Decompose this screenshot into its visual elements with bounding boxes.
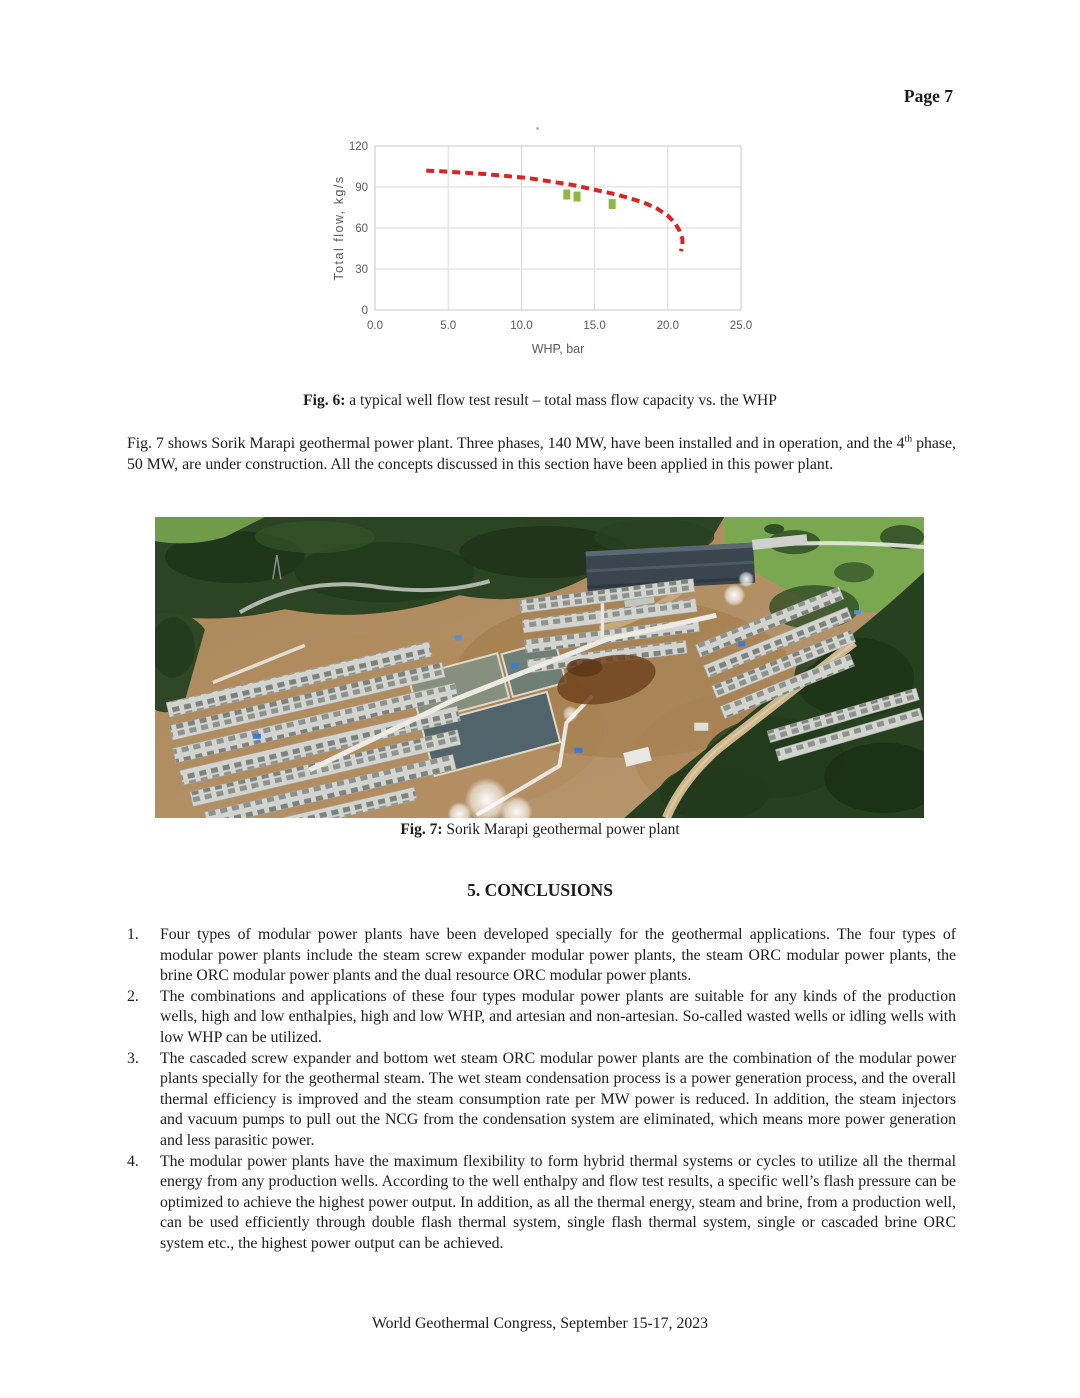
svg-text:0: 0: [361, 305, 368, 317]
svg-text:WHP, bar: WHP, bar: [531, 342, 585, 356]
conclusions-heading: 5. CONCLUSIONS: [467, 880, 613, 900]
svg-text:15.0: 15.0: [583, 320, 606, 332]
item-text: The modular power plants have the maximum flexibility to form hybrid thermal systems or cycles to utilize all the thermal energy from any production wells. According to the well enthalpy and flow test results, a specific well’s flash pressure can be optimized to achieve the highest power output. In addition, as all the thermal energy, steam and brine, from a production well, can be used efficiently through double flash thermal system, single flash thermal system, single or cascaded brine ORC system etc., the highest power output can be achieved.: [160, 1152, 956, 1252]
paragraph-text-cont: phase, 50 MW, are under construction. All the concepts discussed in this section have been applied in this power plant.: [127, 435, 956, 473]
aerial-photo-illustration: [155, 517, 924, 818]
item-number: 1.: [127, 926, 139, 943]
svg-text:30: 30: [355, 264, 368, 276]
footer-text: World Geothermal Congress, September 15-17, 2023: [371, 1315, 709, 1332]
item-text: The combinations and applications of these four types modular power plants are suitable for any kinds of the production wells, high and low enthalpies, high and low WHP, and artesian and non-artesian. So-called wasted wells or idling wells with low WHP can be utilized.: [160, 987, 956, 1046]
paragraph-fig7-intro: [127, 434, 956, 476]
fig7-caption-label: Fig. 7:: [400, 821, 443, 838]
fig6-caption-text: a typical well flow test result – total mass flow capacity vs. the WHP: [345, 392, 777, 409]
item-number: 3.: [127, 1049, 139, 1067]
svg-text:120: 120: [348, 141, 368, 153]
page-number: Page 7: [903, 86, 953, 106]
item-text: The cascaded screw expander and bottom wet steam ORC modular power plants are the combination of the modular power plants specially for the geothermal steam. The wet steam condensation process is a power generation process, and the overall thermal efficiency is improved and the steam consumption rate per MW power is reduced. In addition, the steam injectors and vacuum pumps to pull out the NCG from the condensation system are eliminated, which means more power generation and less parasitic power.: [160, 1049, 956, 1149]
fig7-caption-text: Sorik Marapi geothermal power plant: [442, 821, 680, 838]
list-item: [127, 987, 956, 1049]
superscript-th: th: [904, 433, 913, 445]
item-number: 2.: [127, 987, 139, 1005]
svg-text:0.0: 0.0: [367, 320, 383, 332]
list-item: [127, 925, 956, 987]
fig6-chart: [330, 120, 760, 372]
list-item: [127, 1049, 956, 1152]
svg-text:5.0: 5.0: [440, 320, 457, 332]
svg-text:90: 90: [355, 182, 368, 194]
svg-text:Total flow, kg/s: Total flow, kg/s: [332, 175, 346, 281]
item-number: 4.: [127, 1152, 139, 1170]
svg-text:60: 60: [355, 223, 368, 235]
fig6-caption: [0, 392, 1080, 410]
well-flow-chart: [330, 120, 760, 372]
fig7-caption: [0, 821, 1080, 839]
list-item: [127, 1152, 956, 1255]
conclusions-list: [127, 925, 956, 1255]
item-text: Four types of modular power plants have been developed specially for the geothermal applications. The four types of modular power plants include the steam screw expander modular power plants, the steam ORC modular power plants, the brine ORC modular power plants and the dual resource ORC modular power plants.: [160, 926, 956, 985]
fig7-aerial-photo: [155, 517, 924, 818]
fig6-caption-label: Fig. 6:: [303, 392, 346, 409]
svg-text:10.0: 10.0: [510, 320, 533, 332]
svg-text:20.0: 20.0: [656, 320, 679, 332]
svg-text:25.0: 25.0: [729, 320, 753, 332]
paragraph-text: Fig. 7 shows Sorik Marapi geothermal power plant. Three phases, 140 MW, have been installed and in operation, and the 4: [127, 435, 905, 452]
